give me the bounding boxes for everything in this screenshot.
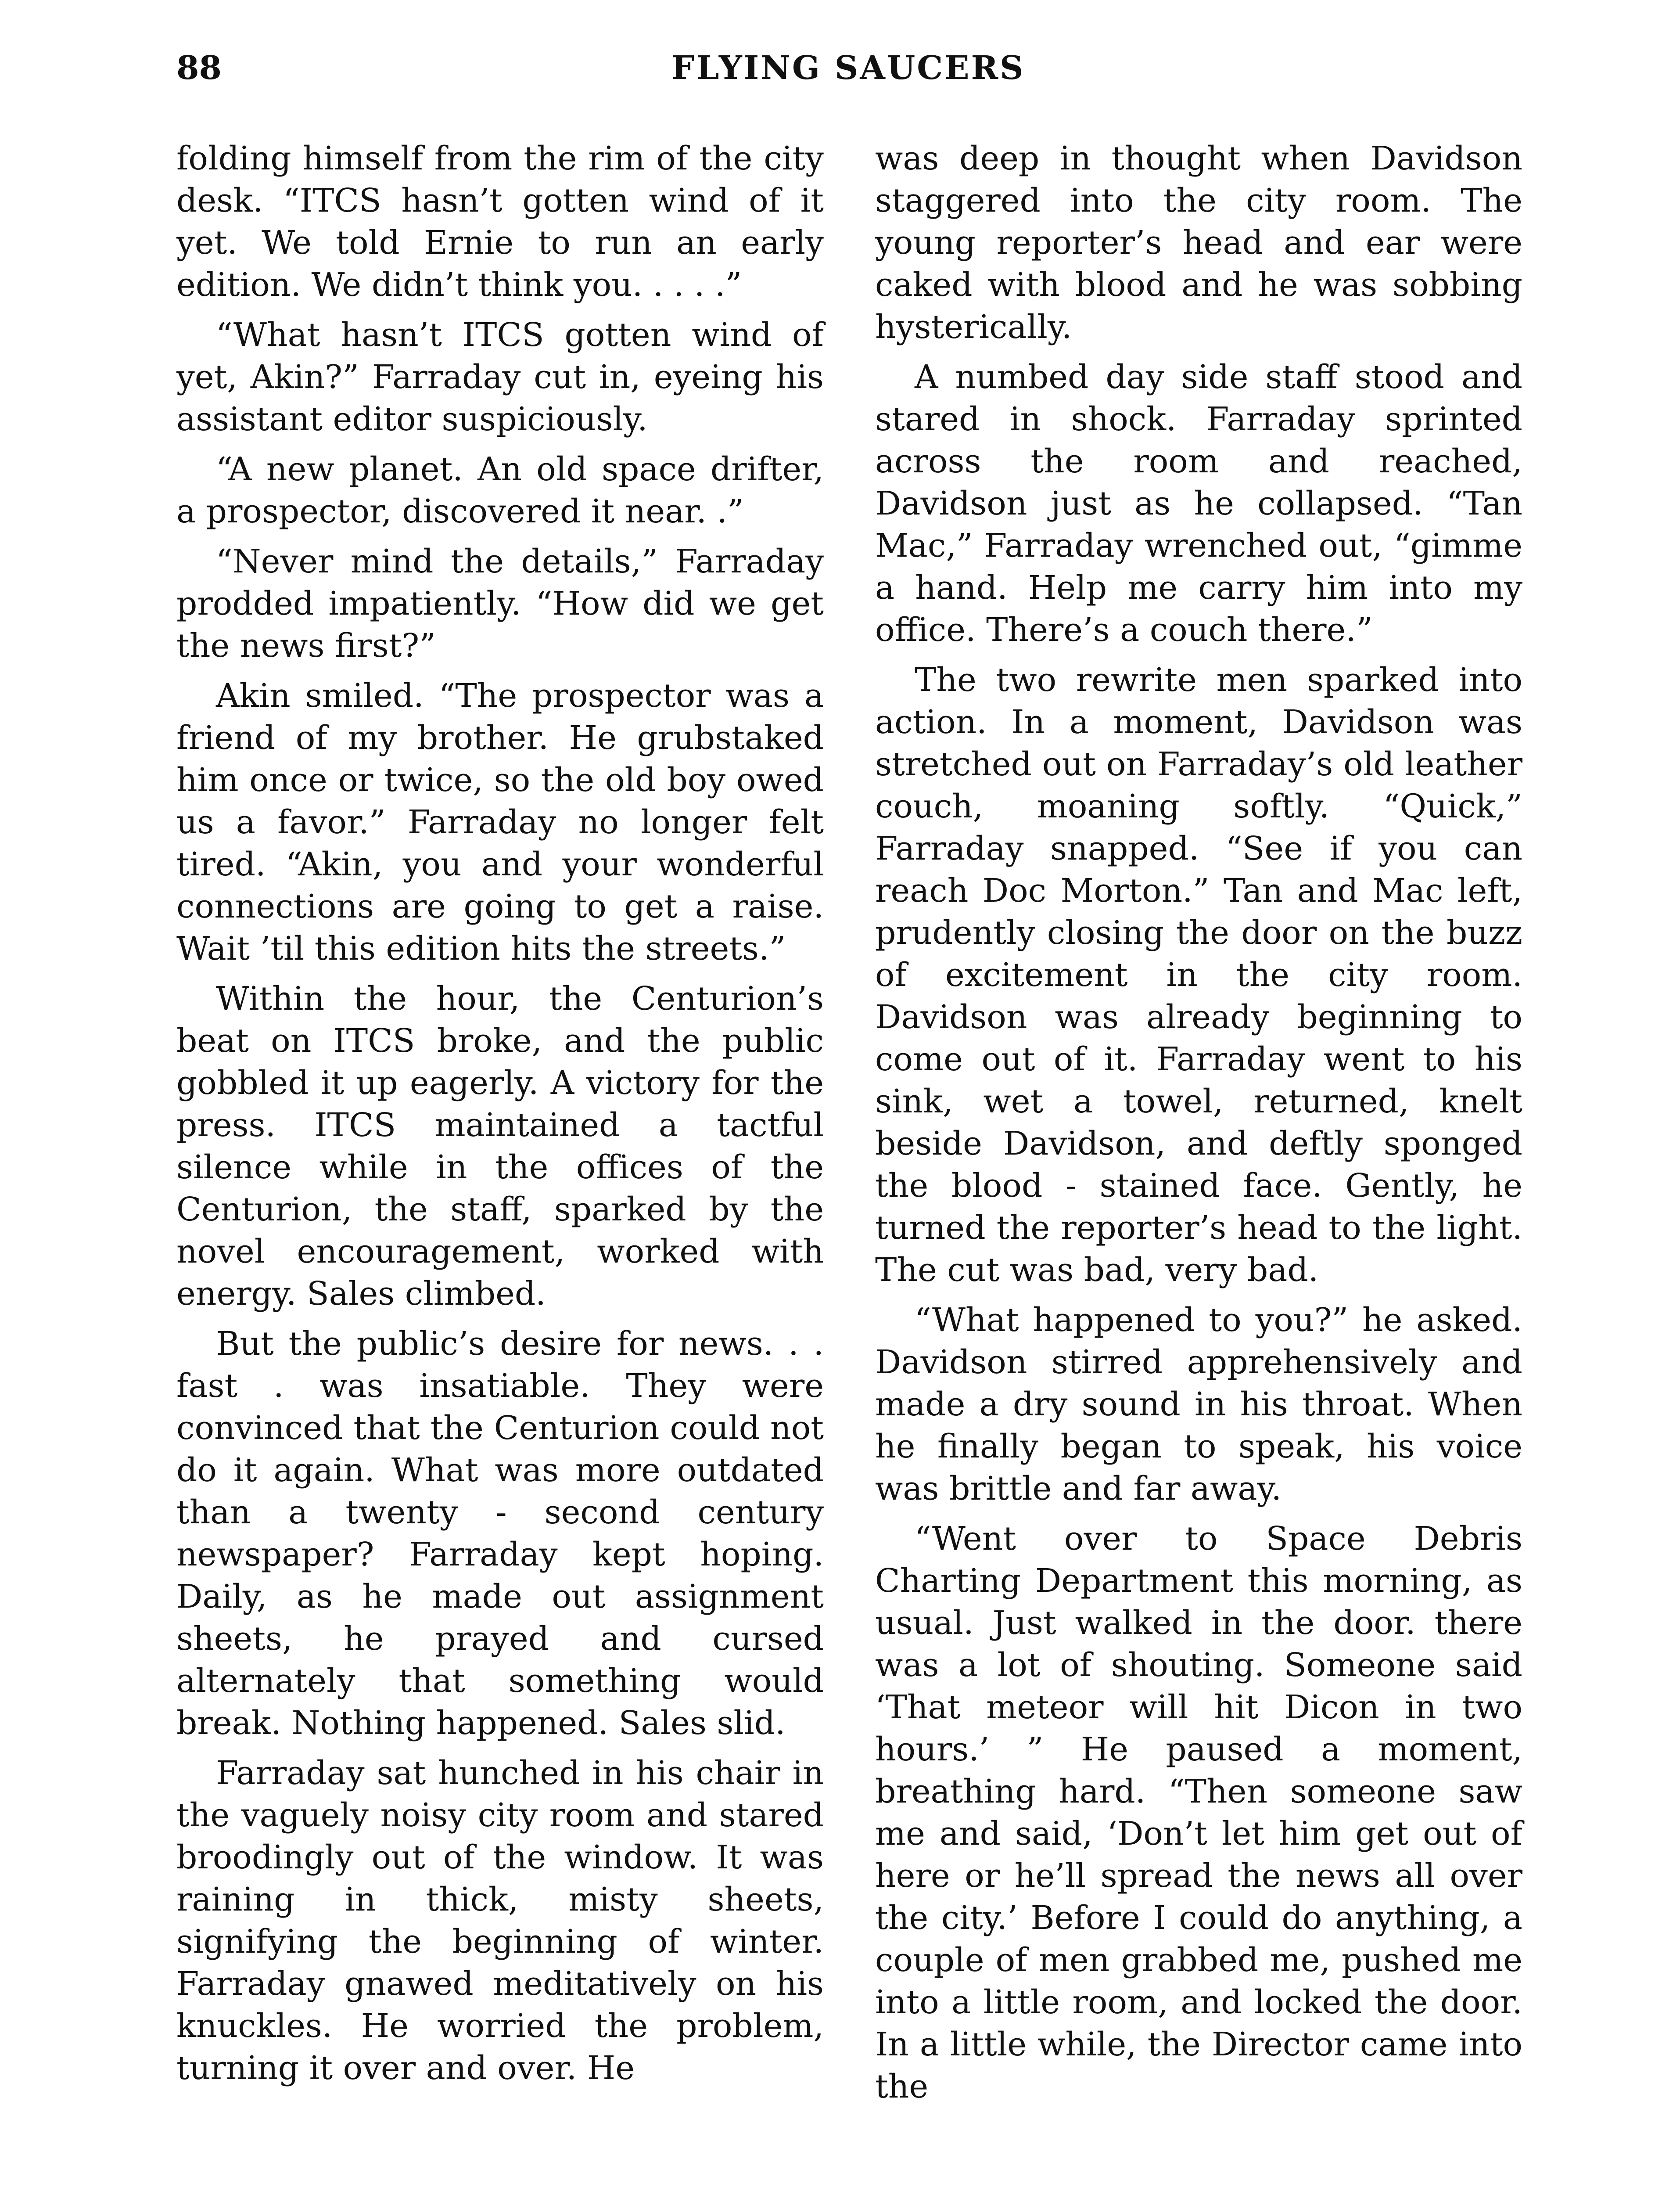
paragraph: “What happened to you?” he asked. Davidson stirred apprehensively and made a dry sound in his throat. When he finally began to speak, his voice was brittle and far away. xyxy=(875,1301,1522,1508)
running-head: FLYING SAUCERS xyxy=(671,49,1025,87)
paragraph: Farraday sat hunched in his chair in the vaguely noisy city room and stared broodingly out of the window. It was raining in thick, misty sheets, signifying the beginning of winter. Farraday gnawed meditatively on his knuckles. He worried the problem, turning it over and over. He xyxy=(176,1754,824,2087)
paragraph: “Went over to Space Debris Charting Department this morning, as usual. Just walked in the door. there was a lot of shouting. Someone said ‘That meteor will hit Dicon in two hours.’ ” He paused a moment, breathing hard. “Then someone saw me and said, ‘Don’t let him get out of here or he’ll spread the news all over the city.’ Before I could do anything, a couple of men grabbed me, pushed me into a little room, and locked the door. In a little while, the Director came into the xyxy=(875,1520,1522,2105)
right-column xyxy=(875,137,1522,2116)
paragraph: “A new planet. An old space drifter, a prospector, discovered it near. .” xyxy=(176,450,824,530)
paragraph: was deep in thought when Davidson staggered into the city room. The young reporter’s head and ear were caked with blood and he was sobbing hysterically. xyxy=(875,140,1522,346)
page-number: 88 xyxy=(176,49,222,87)
paragraph: But the public’s desire for news. . . fast . was insatiable. They were convinced that the Centurion could not do it again. What was more outdated than a twenty - second century newspaper? Farraday kept hoping. Daily, as he made out assignment sheets, he prayed and cursed alternately that something would break. Nothing happened. Sales slid. xyxy=(176,1325,824,1742)
paragraph: Within the hour, the Centurion’s beat on ITCS broke, and the public gobbled it up eagerly. A victory for the press. ITCS maintained a tactful silence while in the offices of the Centurion, the staff, sparked by the novel encouragement, worked with energy. Sales climbed. xyxy=(176,980,824,1313)
paragraph: The two rewrite men sparked into action. In a moment, Davidson was stretched out on Farraday’s old leather couch, moaning softly. “Quick,” Farraday snapped. “See if you can reach Doc Morton.” Tan and Mac left, prudently closing the door on the buzz of excitement in the city room. Davidson was already beginning to come out of it. Farraday went to his sink, wet a towel, returned, knelt beside Davidson, and deftly sponged the blood - stained face. Gently, he turned the reporter’s head to the light. The cut was bad, very bad. xyxy=(875,661,1522,1289)
paragraph: “Never mind the details,” Farraday prodded impatiently. “How did we get the news first?” xyxy=(176,543,824,665)
paragraph: Akin smiled. “The prospector was a friend of my brother. He grubstaked him once or twice, so the old boy owed us a favor.” Farraday no longer felt tired. “Akin, you and your wonderful connections are going to get a raise. Wait ’til this edition hits the streets.” xyxy=(176,677,824,968)
paragraph: “What hasn’t ITCS gotten wind of yet, Akin?” Farraday cut in, eyeing his assistant editor suspiciously. xyxy=(176,316,824,438)
left-column xyxy=(176,137,824,2097)
paragraph: folding himself from the rim of the city desk. “ITCS hasn’t gotten wind of it yet. We told Ernie to run an early edition. We didn’t think you. . . . .” xyxy=(176,140,824,304)
paragraph: A numbed day side staff stood and stared in shock. Farraday sprinted across the room and reached, Davidson just as he collapsed. “Tan Mac,” Farraday wrenched out, “gimme a hand. Help me carry him into my office. There’s a couch there.” xyxy=(875,358,1522,649)
